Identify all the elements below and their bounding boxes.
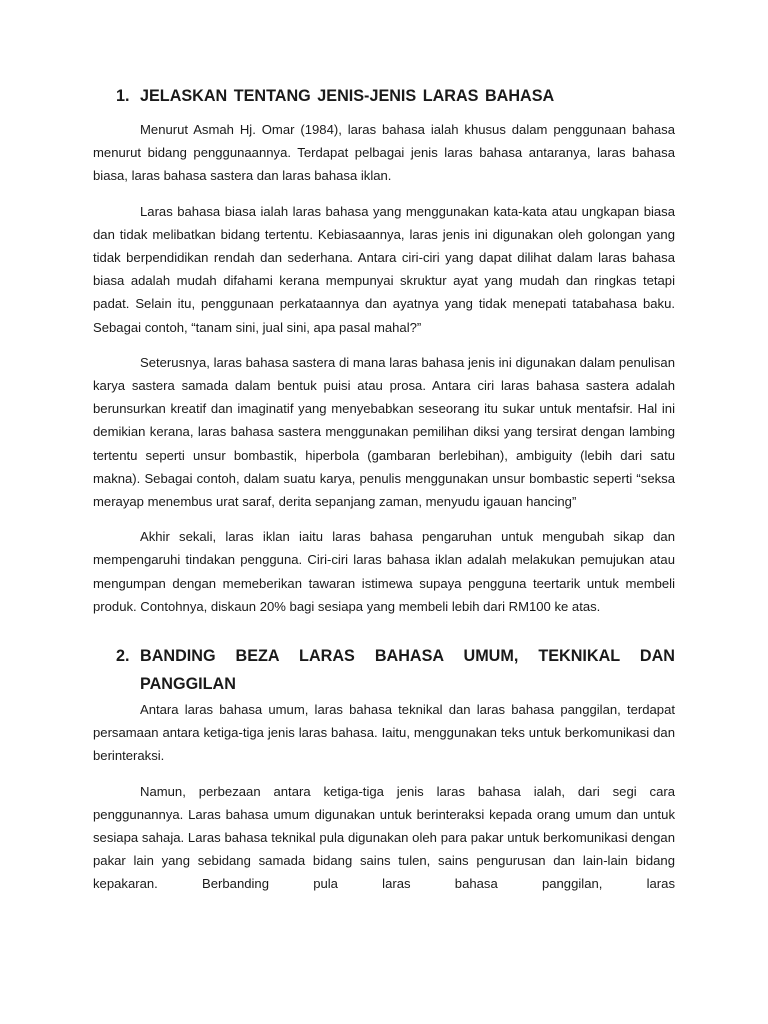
section-1-number: 1. [116, 87, 130, 105]
section-2-title-line-1: BANDING BEZA LARAS BAHASA UMUM, TEKNIKAL DAN [140, 647, 675, 666]
section-2-paragraph-1: Antara laras bahasa umum, laras bahasa teknikal dan laras bahasa panggilan, terdapat persamaan antara ketiga-tiga jenis laras bahasa. Iaitu, menggunakan teks untuk berkomunikasi dan berinteraksi. [93, 702, 675, 764]
section-1-title: JELASKAN TENTANG JENIS-JENIS LARAS BAHASA [140, 87, 555, 105]
section-1-paragraph-2: Laras bahasa biasa ialah laras bahasa yang menggunakan kata-kata atau ungkapan biasa dan tidak melibatkan bidang tertentu. Kebiasaannya, laras jenis ini digunakan oleh golongan yang tidak berpendidikan rendah dan sederhana. Antara ciri-ciri yang dapat dilihat dalam laras bahasa biasa adalah mudah difahami kerana mempunyai skruktur ayat yang mudah dan ringkas tetapi padat. Selain itu, penggunaan perkataannya dan ayatnya yang tidak menepati tatabahasa baku. Sebagai contoh, “tanam sini, jual sini, apa pasal mahal?” [93, 203, 675, 335]
section-2-title-line-2: PANGGILAN [140, 675, 236, 694]
document-page [93, 84, 675, 896]
section-2-heading-cont [93, 672, 675, 696]
section-2-heading [93, 644, 675, 668]
section-1-paragraph-3: Seterusnya, laras bahasa sastera di mana laras bahasa jenis ini digunakan dalam penulisan karya sastera samada dalam bentuk puisi atau prosa. Antara ciri laras bahasa sastera adalah berunsurkan kreatif dan imaginatif yang menyebabkan seseorang itu sukar untuk mentafsir. Hal ini demikian kerana, laras bahasa sastera menggunakan pemilihan diksi yang tersirat dengan lambing tertentu seperti unsur bombastik, hiperbola (gambaran berlebihan), ambiguity (lebih dari satu makna). Sebagai contoh, dalam suatu karya, penulis menggunakan unsur bombastic seperti “seksa merayap menembus urat saraf, derita sepanjang zaman, menyudu igauan hancing” [93, 354, 675, 510]
section-1-paragraph-4: Akhir sekali, laras iklan iaitu laras bahasa pengaruhan untuk mengubah sikap dan mempengaruhi tindakan pengguna. Ciri-ciri laras bahasa iklan adalah melakukan pemujukan atau mengumpan dengan memeberikan tawaran istimewa supaya pengguna teertarik untuk membeli produk. Contohnya, diskaun 20% bagi sesiapa yang membeli lebih dari RM100 ke atas. [93, 529, 675, 614]
section-1-paragraph-1: Menurut Asmah Hj. Omar (1984), laras bahasa ialah khusus dalam penggunaan bahasa menurut bidang penggunaannya. Terdapat pelbagai jenis laras bahasa antaranya, laras bahasa biasa, laras bahasa sastera dan laras bahasa iklan. [93, 122, 675, 184]
section-2-paragraph-2: Namun, perbezaan antara ketiga-tiga jenis laras bahasa ialah, dari segi cara penggunannya. Laras bahasa umum digunakan untuk berinteraksi kepada orang umum dan untuk sesiapa sahaja. Laras bahasa teknikal pula digunakan oleh para pakar untuk berkomunikasi dengan pakar lain yang sebidang samada bidang sains tulen, sains pengurusan dan lain-lain bidang kepakaran. Berbanding pula laras bahasa panggilan, laras [93, 783, 675, 892]
section-2-number: 2. [116, 647, 130, 666]
section-1-heading [93, 84, 675, 108]
